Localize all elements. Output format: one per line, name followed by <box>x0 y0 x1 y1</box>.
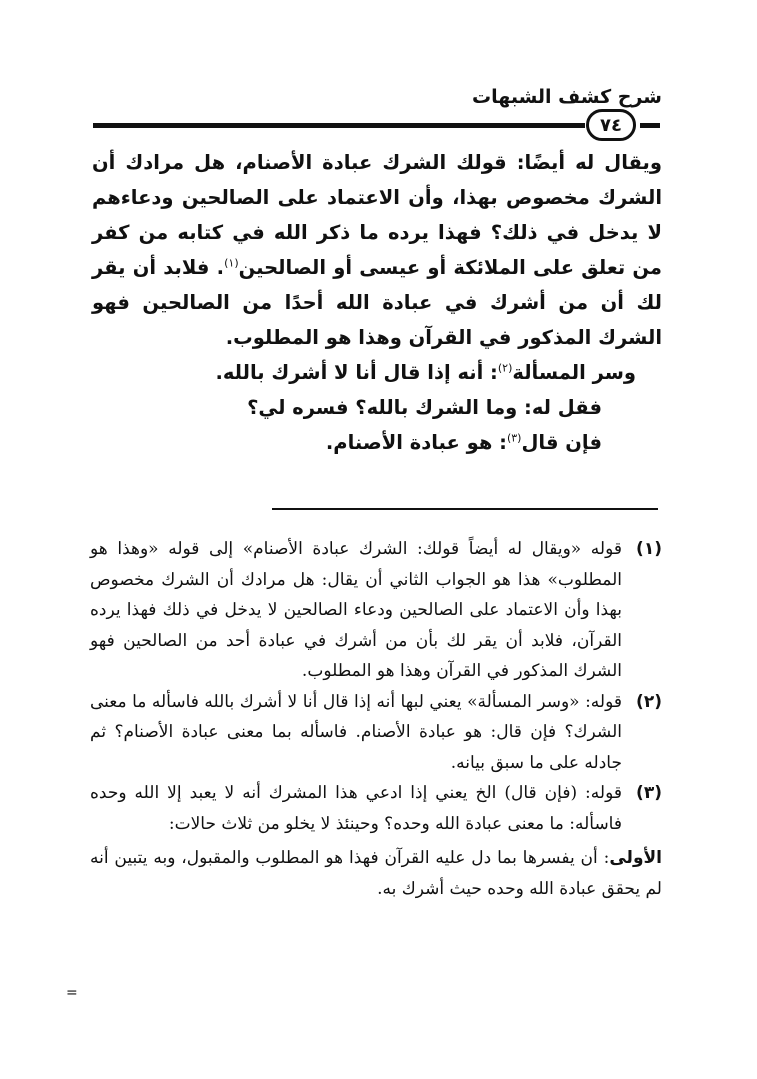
main-paragraph-text: ويقال له أيضًا: قولك الشرك عبادة الأصنام، هل مرادك أن الشرك مخصوص بهذا، وأن الاعتماد على الصالحين ودعاءهم لا يدخل في ذلك؟ فهذا يرده ما ذكر الله في كتابه من كفر من تعلق على الملائكة أو عيسى أو الصالحين <box>92 151 663 279</box>
running-title: شرح كشف الشبهات <box>472 86 662 108</box>
footnote-text: قوله: (فإن قال) الخ يعني إذا ادعي هذا المشرك أنه لا يعبد إلا الله وحده فاسأله: ما معنى عبادة الله وحده؟ وحينئذ لا يخلو من ثلاث حالات: <box>90 783 622 834</box>
main-paragraph <box>92 145 662 355</box>
footnote-continuation-text: : أن يفسرها بما دل عليه القرآن فهذا هو المطلوب والمقبول، وبه يتبين أنه لم يحقق عبادة الله وحده حيث أشرك به. <box>90 848 662 899</box>
footnotes <box>90 534 662 904</box>
footnote-ref-3: (٣) <box>506 431 522 445</box>
footnote-number: (٣) <box>636 783 662 803</box>
footnote-separator <box>272 508 658 510</box>
footnote-number: (١) <box>636 539 662 559</box>
header-rule <box>93 123 585 128</box>
footnote-continuation <box>90 843 662 904</box>
main-line-secret <box>92 355 662 390</box>
main-line-answer <box>92 425 662 460</box>
footnote-text: قوله «ويقال له أيضاً قولك: الشرك عبادة الأصنام» إلى قوله «وهذا هو المطلوب» هذا هو الجواب الثاني أن يقال: هل مرادك أن الشرك مخصوص بهذا وأن الاعتماد على الصالحين ودعاء الصالحين لا يدخل في ذلك فهذا يرده القرآن، فلابد أن يقر لك بأن من أشرك في عبادة أحد من الصالحين فهو الشرك المذكور في القرآن وهذا هو المطلوب. <box>90 539 622 681</box>
line-answer-start: فإن قال <box>521 431 602 454</box>
line-secret-start: وسر المسألة <box>512 361 636 384</box>
footnote-1 <box>90 534 662 687</box>
footnote-2 <box>90 687 662 779</box>
page-number: ٧٤ <box>586 109 636 141</box>
footnote-continuation-lead: الأولى <box>609 848 662 868</box>
footnote-ref-2: (٢) <box>497 361 513 375</box>
footnote-number: (٢) <box>636 691 662 712</box>
main-paragraph-end: . فلابد أن يقر لك أن من أشرك في عبادة الله أحدًا من الصالحين فهو الشرك المذكور في القرآن وهذا هو المطلوب. <box>92 256 662 349</box>
line-answer-end: : هو عبادة الأصنام. <box>325 431 507 454</box>
footnote-ref-1: (١) <box>224 256 239 270</box>
footnote-text: قوله: «وسر المسألة» يعني لبها أنه إذا قال أنا لا أشرك بالله فاسأله ما معنى الشرك؟ فإن قال: هو عبادة الأصنام. فاسأله بما معنى عبادة الأصنام؟ ثم جادله على ما سبق بيانه. <box>90 691 622 773</box>
line-secret-end: : أنه إذا قال أنا لا أشرك بالله. <box>215 361 498 384</box>
footnote-3 <box>90 778 662 839</box>
continuation-mark: = <box>66 985 78 1001</box>
main-text <box>92 145 662 460</box>
header-rule-short <box>640 123 660 128</box>
main-line-ask: فقل له: وما الشرك بالله؟ فسره لي؟ <box>247 396 602 419</box>
